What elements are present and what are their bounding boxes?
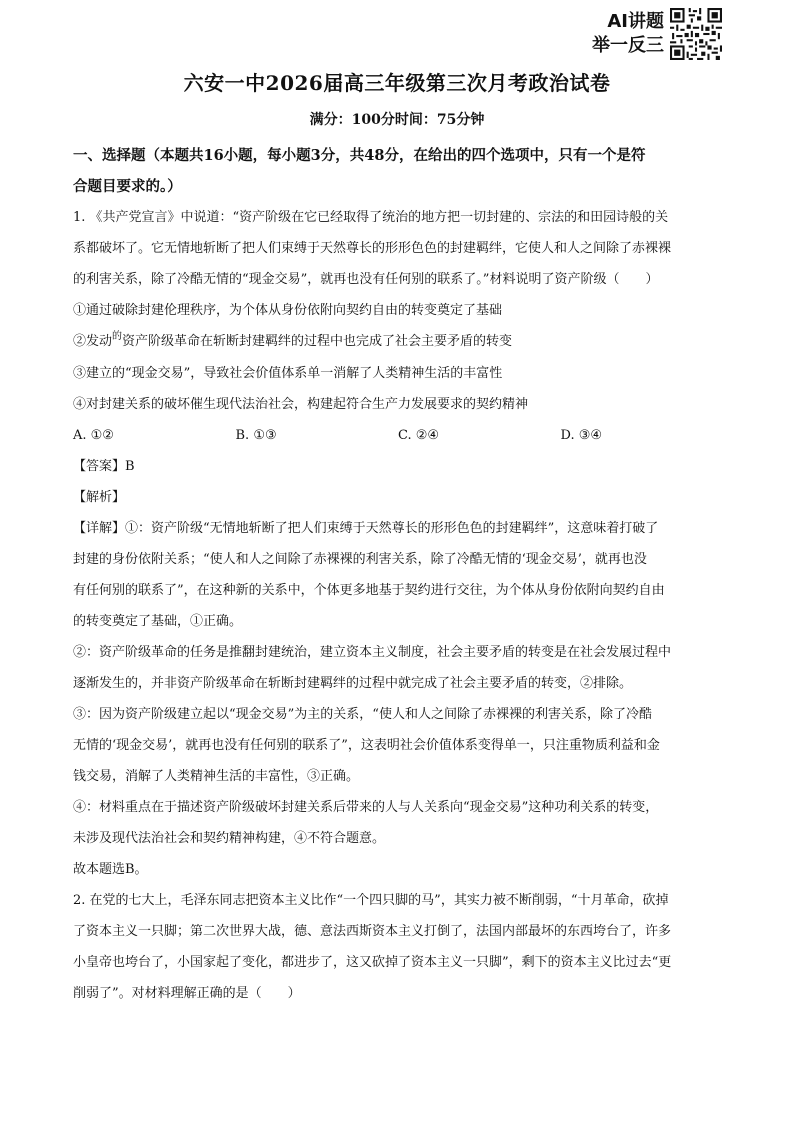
- q1-detail: 封建的身份依附关系；“使人和人之间除了赤裸裸的利害关系，除了冷酷无情的‘现金交易’，就再也没: [73, 552, 647, 567]
- q1-item-2: [73, 326, 723, 358]
- option-a[interactable]: A. ①②: [73, 428, 114, 443]
- qr-code-icon[interactable]: [670, 8, 722, 60]
- q1-explain-3: 钱交易，消解了人类精神生活的丰富性，③正确。: [73, 769, 360, 784]
- option-d[interactable]: D. ③④: [560, 428, 603, 443]
- option-c[interactable]: C. ②④: [398, 428, 440, 443]
- q1-explain-2: ②：资产阶级革命的任务是推翻封建统治，建立资本主义制度，社会主要矛盾的转变是在社会发展过程中: [73, 645, 672, 660]
- badge-line-2: 举一反三: [592, 35, 664, 56]
- q1-explain-2: 逐渐发生的，并非资产阶级革命在斩断封建羁绊的过程中就完成了社会主要矛盾的转变，②排除。: [73, 676, 633, 691]
- q1-item-3: ③建立的“现金交易”，导致社会价值体系单一消解了人类精神生活的丰富性: [73, 366, 503, 381]
- option-b[interactable]: B. ①③: [235, 428, 277, 443]
- exam-content: [73, 140, 723, 1009]
- q1-detail: 有任何别的联系了”，在这种新的关系中，个体更多地基于契约进行交往，为个体从身份依附向契约自由: [73, 583, 665, 598]
- q1-stem: 的利害关系，除了冷酷无情的“现金交易”，就再也没有任何别的联系了。”材料说明了资产阶级（ ）: [73, 272, 659, 287]
- q2-stem: 削弱了”。对材料理解正确的是（ ）: [73, 986, 301, 1001]
- q1-stem: 系都破坏了。它无情地斩断了把人们束缚于天然尊长的形形色色的封建羁绊，它使人和人之间除了赤裸裸: [73, 241, 672, 256]
- q2-stem: 了资本主义一只脚；第二次世界大战，德、意法西斯资本主义打倒了，法国内部最坏的东西垮台了，许多: [73, 924, 672, 939]
- q1-conclusion: 故本题选B。: [73, 862, 148, 877]
- q1-item-2-mark: 的: [112, 331, 123, 342]
- q1-detail: 的转变奠定了基础，①正确。: [73, 614, 243, 629]
- q1-explain-3: ③：因为资产阶级建立起以“现金交易”为主的关系，“使人和人之间除了赤裸裸的利害关系，除了冷酷: [73, 707, 652, 722]
- q1-explain-4: 未涉及现代法治社会和契约精神构建，④不符合题意。: [73, 831, 386, 846]
- q2-stem: 小皇帝也垮台了，小国家起了变化，都进步了，这又砍掉了资本主义一只脚”，剩下的资本主义比过去“更: [73, 955, 672, 970]
- q2-stem: 2. 在党的七大上，毛泽东同志把资本主义比作“一个四只脚的马”，其实力被不断削弱，“十月革命，砍掉: [73, 893, 669, 908]
- badge-label: [578, 10, 664, 58]
- q1-item-2-part-b: 资产阶级革命在斩断封建羁绊的过程中也完成了社会主要矛盾的转变: [122, 334, 513, 349]
- q1-explain-3: 无情的‘现金交易’，就再也没有任何别的联系了”，这表明社会价值体系变得单一，只注重物质利益和金: [73, 738, 660, 753]
- badge-line-1: AI讲题: [607, 11, 664, 32]
- q1-item-1: ①通过破除封建伦理秩序，为个体从身份依附向契约自由的转变奠定了基础: [73, 303, 503, 318]
- q1-explain-4: ④：材料重点在于描述资产阶级破坏封建关系后带来的人与人关系向“现金交易”这种功利关系的转变，: [73, 800, 659, 815]
- q1-analysis-label: 【解析】: [73, 490, 126, 505]
- section-heading-cont: 合题目要求的。）: [73, 178, 182, 195]
- ai-badge[interactable]: [578, 8, 726, 60]
- q1-stem: 1. 《共产党宣言》中说道：“资产阶级在它已经取得了统治的地方把一切封建的、宗法的和田园诗般的关: [73, 210, 669, 225]
- q1-item-2-part-a: ②发动: [73, 334, 113, 349]
- q1-detail: 【详解】①：资产阶级“无情地斩断了把人们束缚于天然尊长的形形色色的封建羁绊”，这意味着打破了: [73, 521, 659, 536]
- q1-options: [73, 420, 723, 451]
- q1-answer: 【答案】B: [73, 459, 135, 474]
- section-heading: 一、选择题（本题共16小题，每小题3分，共48分，在给出的四个选项中，只有一个是符: [73, 147, 646, 164]
- exam-title: 六安一中2026届高三年级第三次月考政治试卷: [183, 71, 611, 95]
- q1-item-4: ④对封建关系的破坏催生现代法治社会，构建起符合生产力发展要求的契约精神: [73, 397, 529, 412]
- exam-subtitle: 满分：100分时间：75分钟: [309, 112, 485, 128]
